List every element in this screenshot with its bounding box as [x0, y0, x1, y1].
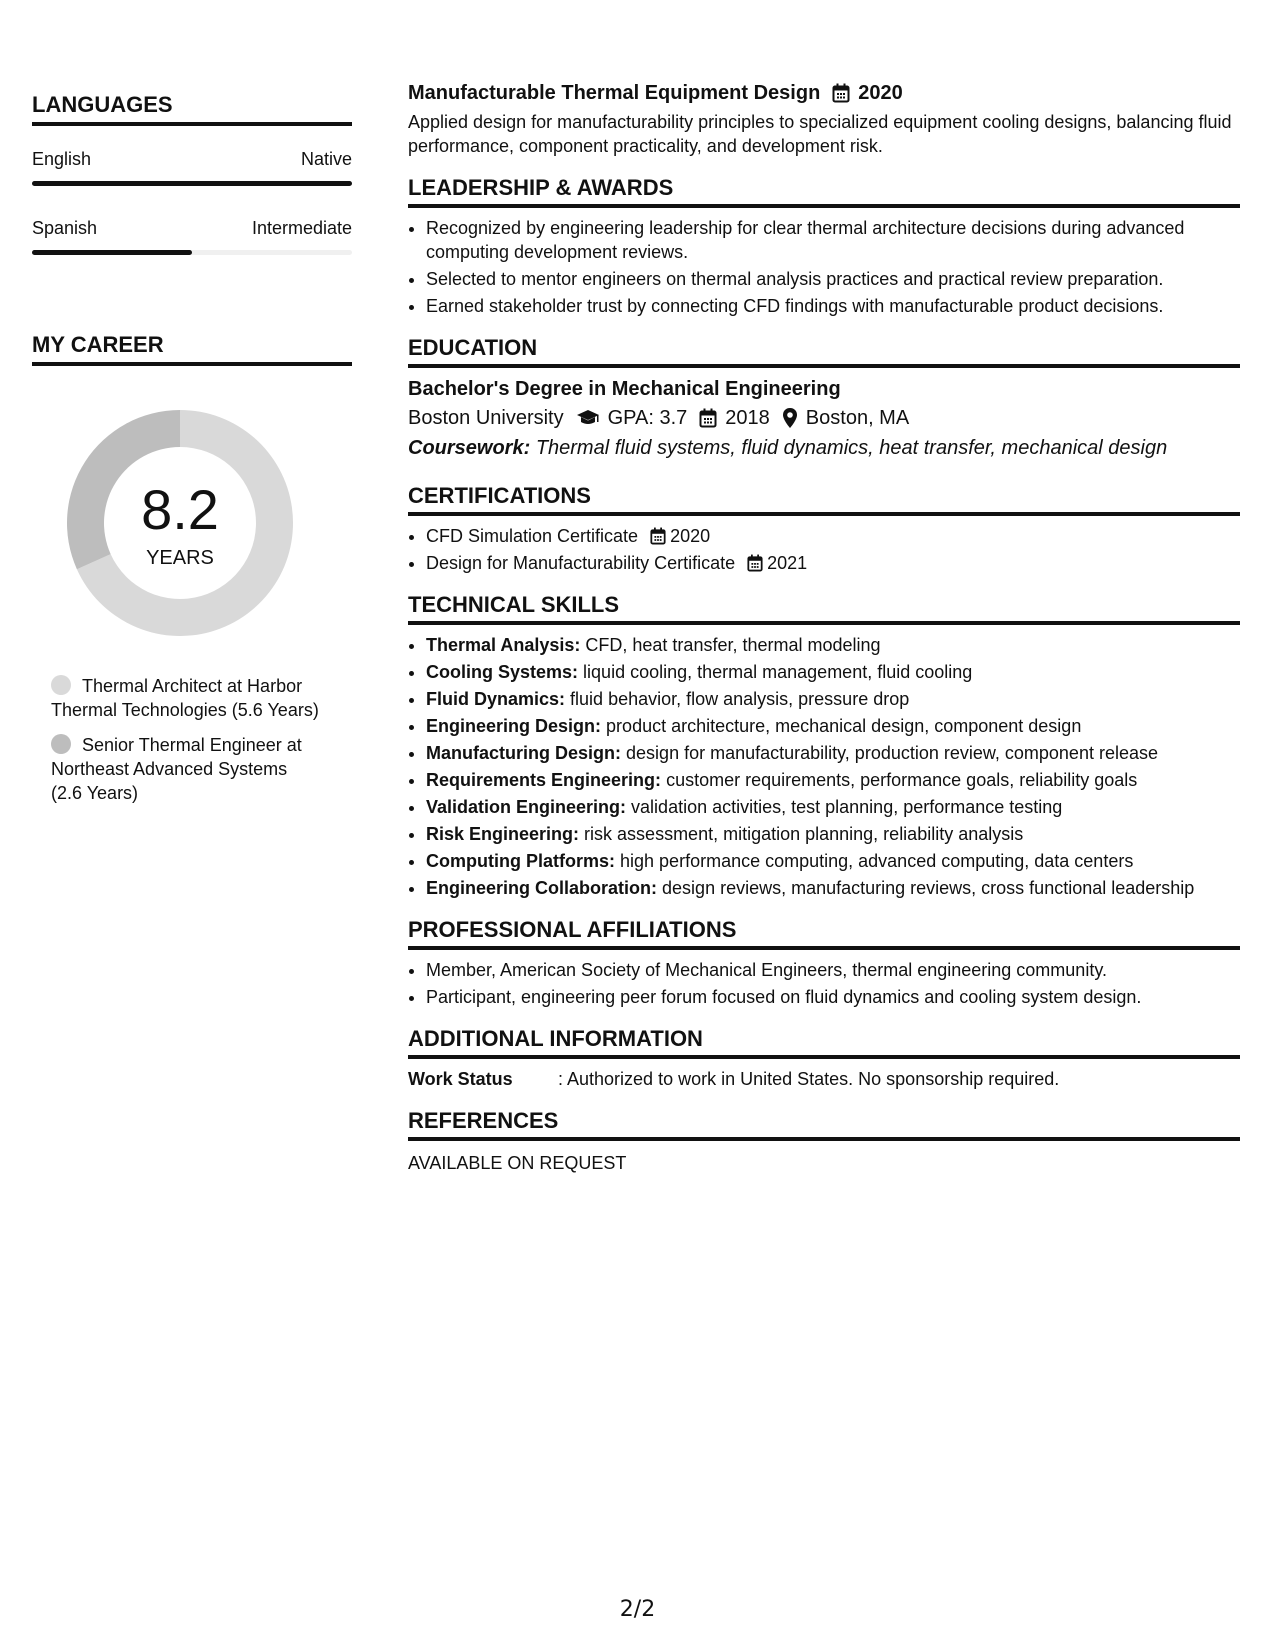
skill-item — [426, 876, 1240, 900]
education-gpa: GPA: 3.7 — [607, 407, 688, 429]
work-status-row — [408, 1067, 1240, 1091]
leadership-list — [408, 216, 1240, 318]
skill-value: risk assessment, mitigation planning, reliability analysis — [584, 824, 1024, 844]
additional-info-heading: ADDITIONAL INFORMATION — [408, 1025, 1240, 1059]
project-description: Applied design for manufacturability principles to specialized equipment cooling designs, balancing fluid performance, component practicality, and development risk. — [408, 112, 1232, 156]
career-role-text: Senior Thermal Engineer at Northeast Advanced Systems (2.6 Years) — [51, 735, 302, 803]
calendar-icon — [747, 554, 763, 572]
skill-label: Cooling Systems: — [426, 662, 579, 682]
skill-item — [426, 795, 1240, 819]
career-years-label: YEARS — [146, 547, 214, 569]
skill-item — [426, 660, 1240, 684]
skill-value: fluid behavior, flow analysis, pressure drop — [570, 689, 910, 709]
career-role-list — [51, 674, 321, 805]
leadership-heading: LEADERSHIP & AWARDS — [408, 174, 1240, 208]
calendar-icon — [832, 83, 850, 103]
work-status-label: Work Status — [408, 1069, 513, 1089]
certification-item — [426, 524, 1240, 548]
education-coursework — [408, 434, 1240, 462]
certification-year: 2021 — [767, 553, 808, 573]
legend-dot — [51, 734, 71, 754]
career-role-text: Thermal Architect at Harbor Thermal Technologies (5.6 Years) — [51, 676, 319, 720]
skill-item — [426, 822, 1240, 846]
skill-item — [426, 741, 1240, 765]
certification-year: 2020 — [670, 526, 711, 546]
affiliation-item: • Participant, engineering peer forum focused on fluid dynamics and cooling system design. — [426, 985, 1240, 1009]
skill-item — [426, 849, 1240, 873]
project-title: Manufacturable Thermal Equipment Design — [408, 82, 821, 104]
skill-label: Manufacturing Design: — [426, 743, 622, 763]
skill-label: Computing Platforms: — [426, 851, 615, 871]
education-school: Boston University — [408, 407, 564, 429]
language-proficiency-fill — [32, 181, 352, 186]
language-name: English — [32, 149, 92, 169]
career-donut-chart — [67, 410, 293, 636]
skill-label: Requirements Engineering: — [426, 770, 662, 790]
skills-heading: TECHNICAL SKILLS — [408, 591, 1240, 625]
affiliations-heading: PROFESSIONAL AFFILIATIONS — [408, 916, 1240, 950]
skill-value: liquid cooling, thermal management, fluid cooling — [583, 662, 973, 682]
skill-item — [426, 768, 1240, 792]
certification-item — [426, 551, 1240, 575]
skill-label: Fluid Dynamics: — [426, 689, 566, 709]
skill-value: CFD, heat transfer, thermal modeling — [585, 635, 881, 655]
graduation-cap-icon — [576, 409, 600, 427]
education-degree: Bachelor's Degree in Mechanical Engineering — [408, 378, 841, 400]
references-text: AVAILABLE ON REQUEST — [408, 1153, 627, 1173]
location-pin-icon — [782, 407, 798, 429]
leadership-item: • Selected to mentor engineers on thermal analysis practices and practical review preparation. — [426, 267, 1240, 291]
career-role-item — [51, 674, 321, 722]
right-column — [408, 80, 1240, 1175]
language-item — [32, 217, 352, 255]
skill-value: customer requirements, performance goals, reliability goals — [666, 770, 1138, 790]
language-proficiency-bar — [32, 181, 352, 186]
language-level: Intermediate — [251, 218, 352, 238]
project-year: 2020 — [858, 82, 903, 104]
certification-name: • Design for Manufacturability Certificate — [426, 553, 736, 573]
skill-label: Risk Engineering: — [426, 824, 580, 844]
coursework-label: Coursework: — [408, 437, 531, 459]
certification-name: • CFD Simulation Certificate — [426, 526, 639, 546]
skill-label: Engineering Design: — [426, 716, 602, 736]
calendar-icon — [699, 408, 717, 428]
language-proficiency-bar — [32, 250, 352, 255]
education-location: Boston, MA — [805, 407, 910, 429]
education-heading: EDUCATION — [408, 334, 1240, 368]
language-item — [32, 148, 352, 186]
languages-heading: LANGUAGES — [32, 92, 352, 126]
skill-label: Validation Engineering: — [426, 797, 627, 817]
skill-item — [426, 633, 1240, 657]
language-level: Native — [300, 149, 352, 169]
skills-list — [408, 633, 1240, 900]
language-proficiency-fill — [32, 250, 192, 255]
skill-label: Engineering Collaboration: — [426, 878, 658, 898]
work-status-value: : Authorized to work in United States. No sponsorship required. — [558, 1069, 1060, 1089]
calendar-icon — [650, 527, 666, 545]
career-total-years: 8.2 — [141, 478, 219, 541]
project-title-row — [408, 80, 1240, 106]
career-heading: MY CAREER — [32, 332, 352, 366]
skill-value: product architecture, mechanical design, component design — [606, 716, 1082, 736]
skill-value: design reviews, manufacturing reviews, cross functional leadership — [662, 878, 1195, 898]
page-number: 2/2 — [619, 1597, 656, 1622]
skill-item — [426, 714, 1240, 738]
legend-dot — [51, 675, 71, 695]
affiliation-item: • Member, American Society of Mechanical Engineers, thermal engineering community. — [426, 958, 1240, 982]
coursework-text: Thermal fluid systems, fluid dynamics, heat transfer, mechanical design — [535, 437, 1168, 459]
career-role-item — [51, 733, 321, 805]
skill-value: high performance computing, advanced computing, data centers — [620, 851, 1134, 871]
references-heading: REFERENCES — [408, 1107, 1240, 1141]
skill-item — [426, 687, 1240, 711]
skill-value: design for manufacturability, production review, component release — [626, 743, 1158, 763]
leadership-item: • Recognized by engineering leadership for clear thermal architecture decisions during advanced computing development reviews. — [426, 216, 1240, 264]
left-column — [32, 92, 352, 816]
education-meta — [408, 404, 1240, 432]
skill-value: validation activities, test planning, performance testing — [631, 797, 1063, 817]
language-name: Spanish — [32, 218, 98, 238]
education-year: 2018 — [725, 407, 770, 429]
certifications-heading: CERTIFICATIONS — [408, 482, 1240, 516]
certifications-list — [408, 524, 1240, 575]
affiliations-list — [408, 958, 1240, 1009]
skill-label: Thermal Analysis: — [426, 635, 581, 655]
leadership-item: • Earned stakeholder trust by connecting CFD findings with manufacturable product decisions. — [426, 294, 1240, 318]
